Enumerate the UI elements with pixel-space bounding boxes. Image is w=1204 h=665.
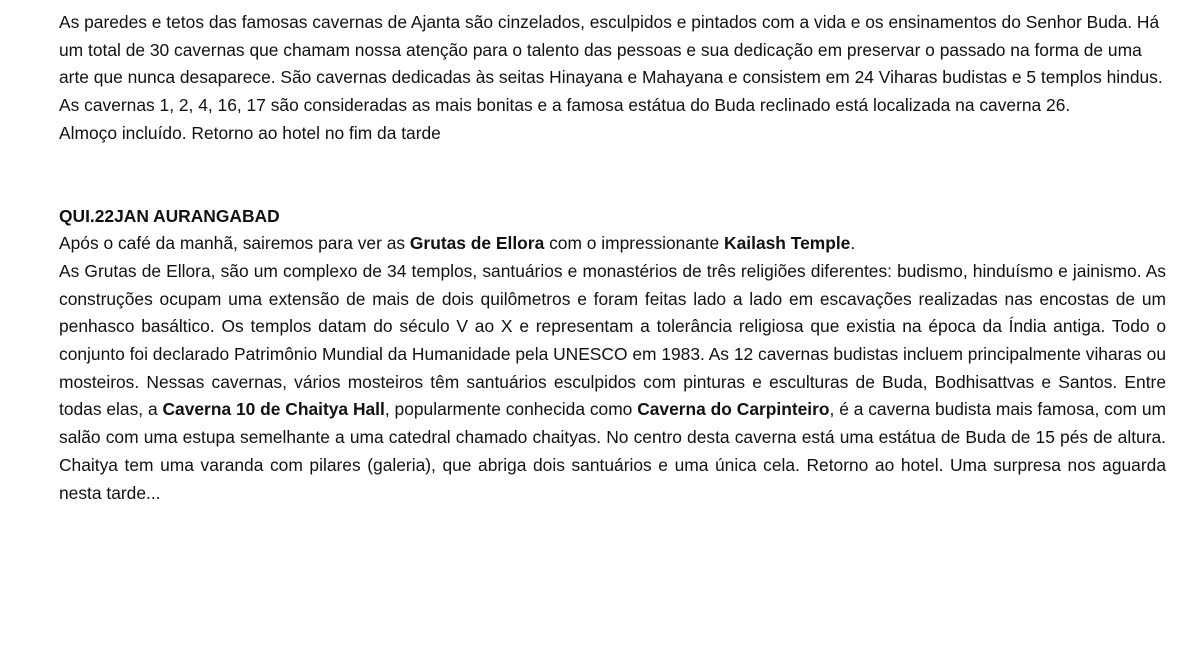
day-body-paragraph [59, 258, 1166, 507]
day-body-text-3: , é a caverna budista mais famosa, com um salão com uma estupa semelhante a uma catedral chamado chaityas. No centro desta caverna está uma estátua de Buda de 15 pés de altura. Chaitya tem uma varanda com pilares (galeria), que abriga dois santuários e uma única cela. Retorno ao hotel. Uma surpresa nos aguarda nesta tarde... [59, 399, 1166, 503]
day-intro-bold-2: Kailash Temple [724, 233, 851, 254]
day-body-text-1: As Grutas de Ellora, são um complexo de 34 templos, santuários e monastérios de três religiões diferentes: budismo, hinduísmo e jainismo. As construções ocupam uma extensão de mais de dois quilômetros e foram feitas lado a lado em escavações realizadas nas encostas de um penhasco basáltico. Os templos datam do século V ao X e representam a tolerância religiosa que existia na época da Índia antiga. Todo o conjunto foi declarado Patrimônio Mundial da Humanidade pela UNESCO em 1983. As 12 cavernas budistas incluem principalmente viharas ou mosteiros. Nessas cavernas, vários mosteiros têm santuários esculpidos com pinturas e esculturas de Buda, Bodhisattvas e Santos. Entre todas elas, a [59, 260, 1166, 420]
day-intro-paragraph [59, 230, 1166, 258]
day-heading [59, 203, 1166, 231]
day-intro-text-1: Após o café da manhã, sairemos para ver as [59, 233, 410, 254]
intro-note: Almoço incluído. Retorno ao hotel no fim da tarde [59, 122, 441, 143]
day-intro-bold-1: Grutas de Ellora [409, 233, 545, 254]
section-spacer [59, 148, 1166, 203]
document-page [59, 9, 1166, 507]
day-intro-text-3: . [850, 233, 856, 254]
day-body-bold-2: Caverna do Carpinteiro [637, 399, 830, 420]
day-body-text-2: , popularmente conhecida como [384, 399, 638, 420]
day-intro-text-2: com o impressionante [544, 233, 725, 254]
intro-paragraph: As paredes e tetos das famosas cavernas de Ajanta são cinzelados, esculpidos e pintados com a vida e os ensinamentos do Senhor Buda. Há um total de 30 cavernas que chamam nossa atenção para o talento das pessoas e sua dedicação em preservar o passado na forma de uma arte que nunca desaparece. São cavernas dedicadas às seitas Hinayana e Mahayana e consistem em 24 Viharas budistas e 5 templos hindus. As cavernas 1, 2, 4, 16, 17 são consideradas as mais bonitas e a famosa estátua do Buda reclinado está localizada na caverna 26. [59, 12, 1163, 116]
day-body-bold-1: Caverna 10 de Chaitya Hall [162, 399, 385, 420]
day-heading-text: QUI.22JAN AURANGABAD [59, 205, 280, 226]
